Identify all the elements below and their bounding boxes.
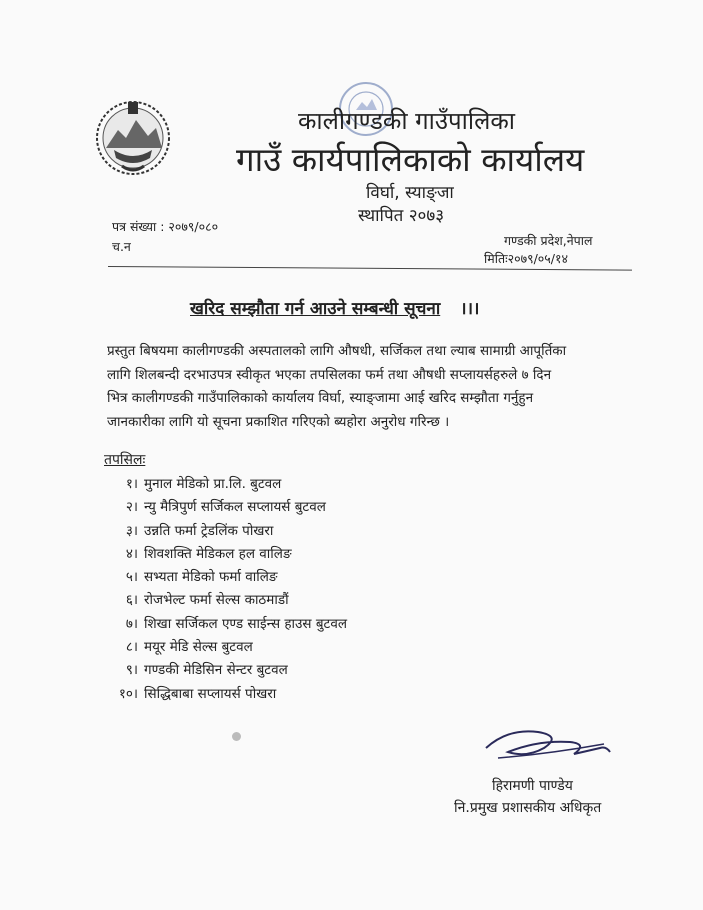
firm-list xyxy=(112,473,347,706)
list-item: १। मुनाल मेडिको प्रा.लि. बुटवल xyxy=(125,476,282,492)
list-item: ३। उन्नति फर्मा ट्रेडलिंक पोखरा xyxy=(125,522,274,539)
notice-body xyxy=(107,340,635,434)
body-line: लागि शिलबन्दी दरभाउपत्र स्वीकृत भएका तपसिलका फर्म तथा औषधी सप्लायर्सहरुले ७ दिन xyxy=(107,366,552,383)
list-item: ६। रोजभेल्ट फर्मा सेल्स काठमाडौं xyxy=(125,592,289,609)
list-item: ४। शिवशक्ति मेडिकल हल वालिङ xyxy=(125,545,292,562)
letter-number: पत्र संख्या : २०७९/०८० xyxy=(112,219,219,234)
list-item: ७। शिखा सर्जिकल एण्ड साईन्स हाउस बुटवल xyxy=(125,615,348,632)
body-line: भित्र कालीगण्डकी गाउँपालिकाको कार्यालय विर्घा, स्याङ्जामा आई खरिद सम्झौता गर्नुहुन xyxy=(107,390,534,406)
nepal-emblem-icon xyxy=(92,96,174,178)
office-location: विर्घा, स्याङ्जा xyxy=(366,183,454,203)
subject-suffix: ।।। xyxy=(460,299,480,319)
office-name: गाउँ कार्यपालिकाको कार्यालय xyxy=(236,140,585,179)
province-name: गण्डकी प्रदेश,नेपाल xyxy=(504,233,593,248)
smudge-mark xyxy=(232,732,241,741)
established-year: स्थापित २०७३ xyxy=(358,206,445,226)
signatory-designation: नि.प्रमुख प्रशासकीय अधिकृत xyxy=(454,800,602,816)
body-line: जानकारीका लागि यो सूचना प्रकाशित गरिएको ब्यहोरा अनुरोध गरिन्छ । xyxy=(107,413,450,430)
dispatch-number: च.न xyxy=(112,239,131,254)
list-item: २। न्यु मैत्रिपुर्ण सर्जिकल सप्लायर्स बुटवल xyxy=(125,499,326,516)
list-item: ५। सभ्यता मेडिको फर्मा वालिङ xyxy=(125,569,278,586)
letter-date: मितिः२०७९/०५/१४ xyxy=(484,251,569,266)
handwritten-signature xyxy=(478,718,618,778)
notice-subject xyxy=(190,296,479,319)
signatory-name: हिरामणी पाण्डेय xyxy=(492,778,573,794)
tapasil-label: तपसिलः xyxy=(104,452,146,468)
list-item: ९। गण्डकी मेडिसिन सेन्टर बुटवल xyxy=(125,662,288,679)
list-item: ८। मयूर मेडि सेल्स बुटवल xyxy=(125,639,253,656)
body-line: प्रस्तुत बिषयमा कालीगण्डकी अस्पतालको लागि औषधी, सर्जिकल तथा ल्याब सामाग्री आपूर्तिका xyxy=(107,343,567,359)
municipality-name: कालीगण्डकी गाउँपालिका xyxy=(298,107,516,135)
subject-text: खरिद सम्झौता गर्न आउने सम्बन्धी सूचना xyxy=(190,299,441,319)
list-item: १०। सिद्धिबाबा सप्लायर्स पोखरा xyxy=(118,685,277,702)
